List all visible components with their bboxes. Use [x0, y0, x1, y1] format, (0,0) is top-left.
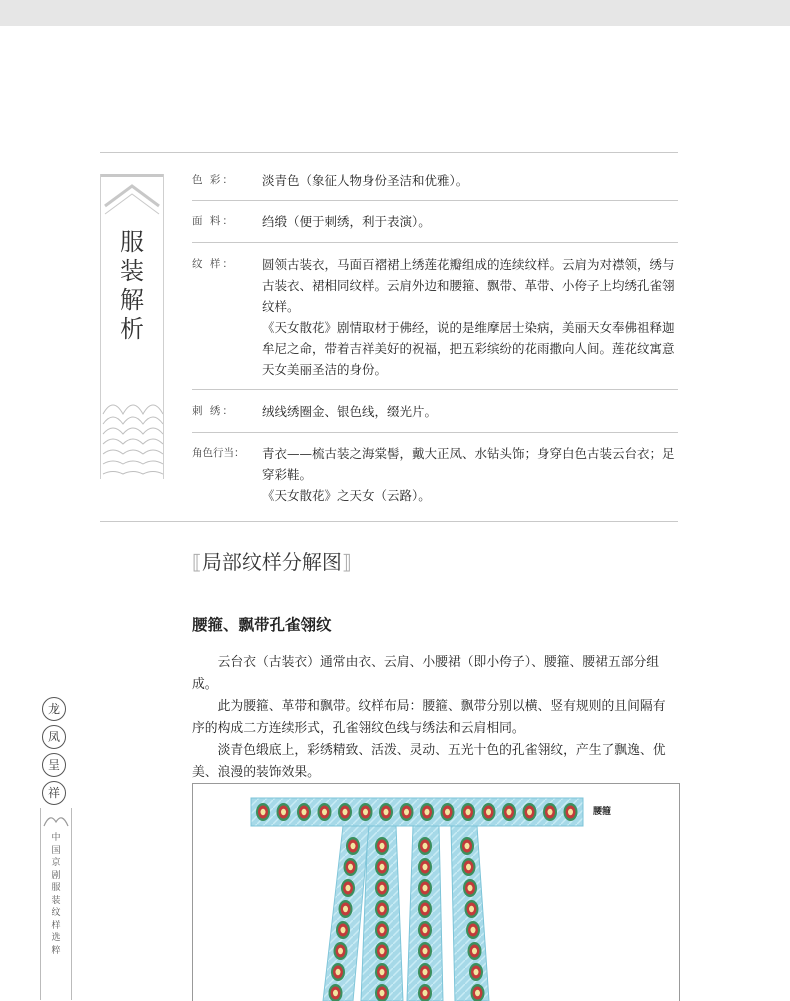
peacock-feather-motif [461, 803, 475, 821]
body-text [192, 652, 678, 784]
body-paragraph: 淡青色缎底上，彩绣精致、活泼、灵动、五光十色的孔雀翎纹，产生了飘逸、优美、浪漫的装饰效果。 [192, 743, 666, 780]
peacock-feather-motif [318, 803, 332, 821]
field-value [262, 443, 677, 506]
series-char: 服 [51, 883, 61, 893]
peacock-feather-motif [441, 803, 455, 821]
series-char: 剧 [51, 870, 61, 881]
peacock-feather-motif [502, 803, 516, 821]
peacock-feather-motif [375, 837, 389, 855]
tab-title-char: 析 [120, 315, 144, 343]
series-char: 装 [51, 895, 61, 906]
peacock-feather-motif [418, 900, 432, 918]
seal-char: 龙 [42, 697, 66, 721]
peacock-feather-motif [543, 803, 557, 821]
series-title-strip [40, 808, 72, 1000]
peacock-feather-motif [469, 963, 483, 981]
field-label: 面 料： [192, 215, 235, 227]
field-label: 角色行当： [192, 447, 245, 459]
section-heading [192, 546, 352, 575]
field-value: 绉缎（便于刺绣，利于表演）。 [262, 214, 431, 229]
peacock-feather-motif [375, 921, 389, 939]
divider [100, 521, 678, 522]
peacock-feather-motif [418, 963, 432, 981]
peacock-feather-motif [375, 942, 389, 960]
peacock-feather-motif [277, 803, 291, 821]
seal-char: 祥 [42, 781, 66, 805]
peacock-feather-motif [460, 837, 474, 855]
series-char: 选 [51, 933, 61, 943]
field-label: 刺 绣： [192, 405, 235, 417]
series-title [50, 832, 62, 957]
tab-title-char: 装 [120, 257, 144, 285]
peacock-feather-motif [338, 803, 352, 821]
tab-title-char: 服 [120, 228, 144, 256]
peacock-feather-motif [468, 942, 482, 960]
pattern-paragraph: 《天女散花》剧情取材于佛经，说的是维摩居士染病，美丽天女奉佛祖释迦牟尼之命，带着吉祥美好的祝福，把五彩缤纷的花雨撒向人间。莲花纹寓意天女美丽圣洁的身份。 [262, 320, 675, 377]
peacock-feather-motif [418, 837, 432, 855]
figure-label: 腰箍 [593, 807, 612, 817]
peacock-feather-motif [375, 858, 389, 876]
series-char: 京 [51, 858, 61, 868]
tab-title-char: 解 [120, 286, 144, 314]
cloud-ornament-icon [41, 810, 71, 830]
tab-title [101, 228, 163, 344]
peacock-feather-motif [331, 963, 345, 981]
peacock-feather-motif [418, 858, 432, 876]
divider [192, 200, 678, 201]
peacock-feather-motif [400, 803, 414, 821]
peacock-feather-motif [420, 803, 434, 821]
role-paragraph: 《天女散花》之天女（云路）。 [262, 488, 431, 503]
field-value: 绒线绣圈金、银色线，缀光片。 [262, 404, 438, 419]
field-value [262, 254, 677, 380]
peacock-feather-motif [466, 921, 480, 939]
peacock-feather-motif [256, 803, 270, 821]
body-paragraph: 此为腰箍、革带和飘带。纹样布局：腰箍、飘带分别以横、竖有规则的且间隔有序的构成二方连续形式，孔雀翎纹色线与绣法和云肩相同。 [192, 699, 666, 736]
series-char: 中 [51, 833, 61, 843]
peacock-feather-motif [418, 921, 432, 939]
peacock-feather-motif [564, 803, 578, 821]
peacock-feather-motif [375, 900, 389, 918]
peacock-feather-motif [418, 942, 432, 960]
peacock-feather-motif [346, 837, 360, 855]
peacock-feather-motif [482, 803, 496, 821]
seal-char: 呈 [42, 753, 66, 777]
peacock-feather-motif [375, 963, 389, 981]
peacock-feather-motif [462, 858, 476, 876]
pattern-paragraph: 圆领古装衣，马面百褶裙上绣莲花瓣组成的连续纹样。云肩为对襟领，绣与古装衣、裙相同纹样。云肩外边和腰箍、飘带、革带、小侉子上均绣孔雀翎纹样。 [262, 257, 675, 314]
peacock-feather-motif [465, 900, 479, 918]
peacock-feather-motif [341, 879, 355, 897]
divider [192, 242, 678, 243]
field-label: 色 彩： [192, 174, 235, 186]
peacock-feather-motif [344, 858, 358, 876]
peacock-feather-motif [379, 803, 393, 821]
series-char: 样 [51, 920, 61, 931]
embroidery-figure [192, 783, 680, 1001]
series-char: 粹 [51, 945, 61, 956]
section-heading-text: 局部纹样分解图 [201, 550, 342, 574]
peacock-feather-motif [359, 803, 373, 821]
peacock-feather-motif [418, 879, 432, 897]
peacock-feather-motif [463, 879, 477, 897]
field-value: 淡青色（象征人物身份圣洁和优雅）。 [262, 173, 469, 188]
series-char: 纹 [51, 908, 61, 918]
peacock-feather-motif [339, 900, 353, 918]
dragon-phoenix-seals [42, 697, 70, 809]
subheading: 腰箍、飘带孔雀翎纹 [192, 616, 332, 634]
field-label: 纹 样： [192, 258, 235, 270]
seal-char: 凤 [42, 725, 66, 749]
costume-analysis-tab [100, 174, 164, 479]
peacock-feather-motif [297, 803, 311, 821]
bracket-open-icon: ⟦ [192, 550, 202, 574]
peacock-feather-motif [334, 942, 348, 960]
peacock-feather-motif [336, 921, 350, 939]
divider [100, 152, 678, 153]
bracket-close-icon: ⟧ [341, 550, 352, 574]
peacock-feather-motif [375, 879, 389, 897]
role-paragraph: 青衣——梳古装之海棠髻，戴大正凤、水钻头饰；身穿白色古装云台衣；足穿彩鞋。 [262, 446, 675, 482]
body-paragraph: 云台衣（古装衣）通常由衣、云肩、小腰裙（即小侉子）、腰箍、腰裙五部分组成。 [192, 655, 660, 692]
top-scroll-band [0, 0, 790, 26]
peacock-feather-motif [523, 803, 537, 821]
series-char: 国 [51, 845, 61, 856]
divider [192, 432, 678, 433]
divider [192, 389, 678, 390]
